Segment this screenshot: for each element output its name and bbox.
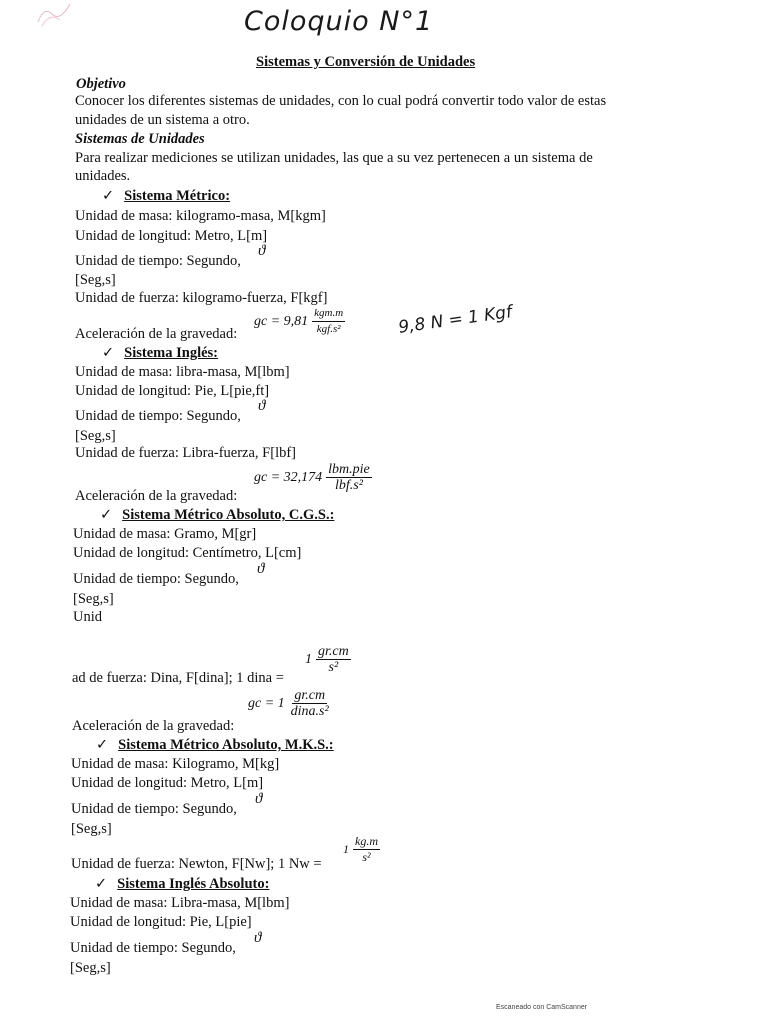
metric-heading: Sistema Métrico: bbox=[124, 188, 231, 204]
objective-line-1: Conocer los diferentes sistemas de unidades, con lo cual podrá convertir todo valor de estas bbox=[75, 93, 607, 109]
metric-force: Unidad de fuerza: kilogramo-fuerza, F[kgf] bbox=[75, 290, 328, 306]
english-abs-length: Unidad de longitud: Pie, L[pie] bbox=[70, 914, 252, 930]
page-title: Sistemas y Conversión de Unidades bbox=[256, 54, 476, 70]
english-gravity-label: Aceleración de la gravedad: bbox=[75, 488, 238, 504]
english-section-heading bbox=[102, 345, 218, 362]
english-heading: Sistema Inglés: bbox=[124, 345, 219, 361]
english-time: Unidad de tiempo: Segundo, bbox=[75, 408, 241, 424]
cgs-section-heading bbox=[100, 507, 334, 524]
nw-denominator: s² bbox=[362, 850, 371, 864]
mks-newton-formula bbox=[343, 834, 380, 865]
scan-smudge bbox=[30, 0, 90, 30]
gc-prefix: gc = 32,174 bbox=[254, 469, 323, 485]
gc-prefix: gc = 1 bbox=[248, 695, 285, 711]
gc-denominator: dina.s² bbox=[290, 704, 329, 719]
cgs-length: Unidad de longitud: Centímetro, L[cm] bbox=[73, 545, 302, 561]
gc-numerator: kgm.m bbox=[312, 306, 345, 322]
cgs-time-unit: [Seg,s] bbox=[73, 591, 114, 607]
english-abs-time: Unidad de tiempo: Segundo, bbox=[70, 940, 236, 956]
english-force: Unidad de fuerza: Libra-fuerza, F[lbf] bbox=[75, 445, 297, 461]
cgs-dina-formula bbox=[305, 644, 351, 675]
scanner-footer: Escaneado con CamScanner bbox=[496, 1004, 588, 1011]
nw-numerator: kg.m bbox=[355, 834, 378, 848]
systems-heading: Sistemas de Unidades bbox=[75, 131, 205, 147]
theta-symbol: ϑ bbox=[257, 561, 265, 577]
theta-symbol: ϑ bbox=[258, 243, 266, 259]
metric-section-heading bbox=[102, 188, 230, 205]
mks-time: Unidad de tiempo: Segundo, bbox=[71, 801, 237, 817]
gc-denominator: lbf.s² bbox=[335, 478, 363, 493]
cgs-time: Unidad de tiempo: Segundo, bbox=[73, 571, 239, 587]
check-icon: ✓ bbox=[102, 345, 115, 361]
cgs-force-part-a: Unid bbox=[73, 609, 102, 625]
mks-heading: Sistema Métrico Absoluto, M.K.S.: bbox=[118, 737, 334, 753]
english-gc-formula bbox=[254, 462, 372, 493]
metric-time-unit: [Seg,s] bbox=[75, 272, 116, 288]
check-icon: ✓ bbox=[96, 737, 109, 753]
systems-line-1: Para realizar mediciones se utilizan unidades, las que a su vez pertenecen a un sistema de bbox=[75, 150, 593, 166]
dina-numerator: gr.cm bbox=[318, 644, 349, 659]
systems-line-2: unidades. bbox=[75, 168, 131, 184]
cgs-mass: Unidad de masa: Gramo, M[gr] bbox=[73, 526, 257, 542]
english-mass: Unidad de masa: libra-masa, M[lbm] bbox=[75, 364, 290, 380]
metric-time: Unidad de tiempo: Segundo, bbox=[75, 253, 241, 269]
mks-length: Unidad de longitud: Metro, L[m] bbox=[71, 775, 264, 791]
english-abs-mass: Unidad de masa: Libra-masa, M[lbm] bbox=[70, 895, 290, 911]
theta-symbol: ϑ bbox=[258, 398, 266, 414]
theta-symbol: ϑ bbox=[255, 791, 263, 807]
check-icon: ✓ bbox=[100, 507, 113, 523]
gc-numerator: gr.cm bbox=[294, 688, 326, 703]
english-abs-section-heading bbox=[95, 876, 269, 893]
gc-denominator: kgf.s² bbox=[316, 323, 341, 335]
mks-time-unit: [Seg,s] bbox=[71, 821, 112, 837]
cgs-gravity-label: Aceleración de la gravedad: bbox=[72, 718, 235, 734]
gc-numerator: lbm.pie bbox=[328, 462, 370, 477]
metric-mass: Unidad de masa: kilogramo-masa, M[kgm] bbox=[75, 208, 326, 224]
theta-symbol: ϑ bbox=[254, 930, 262, 946]
mks-force: Unidad de fuerza: Newton, F[Nw]; 1 Nw = bbox=[71, 856, 322, 872]
check-icon: ✓ bbox=[102, 188, 115, 204]
nw-prefix: 1 bbox=[343, 842, 349, 856]
mks-section-heading bbox=[96, 737, 334, 754]
dina-denominator: s² bbox=[328, 660, 339, 675]
mks-mass: Unidad de masa: Kilogramo, M[kg] bbox=[71, 756, 280, 772]
metric-gc-formula bbox=[254, 306, 345, 337]
cgs-gc-formula bbox=[248, 688, 331, 719]
check-icon: ✓ bbox=[95, 876, 108, 892]
handwritten-note: 9,8 N = 1 Kgf bbox=[397, 302, 514, 338]
english-abs-heading: Sistema Inglés Absoluto: bbox=[117, 876, 270, 892]
english-length: Unidad de longitud: Pie, L[pie,ft] bbox=[75, 383, 270, 399]
metric-gravity-label: Aceleración de la gravedad: bbox=[75, 326, 238, 342]
cgs-force-part-b: ad de fuerza: Dina, F[dina]; 1 dina = bbox=[72, 670, 284, 686]
english-time-unit: [Seg,s] bbox=[75, 428, 116, 444]
gc-prefix: gc = 9,81 bbox=[254, 313, 309, 329]
handwritten-heading: Coloquio N°1 bbox=[244, 6, 434, 37]
objective-line-2: unidades de un sistema a otro. bbox=[75, 112, 250, 128]
dina-prefix: 1 bbox=[305, 651, 312, 667]
objective-heading: Objetivo bbox=[76, 76, 126, 92]
english-abs-time-unit: [Seg,s] bbox=[70, 960, 111, 976]
metric-length: Unidad de longitud: Metro, L[m] bbox=[75, 228, 268, 244]
cgs-heading: Sistema Métrico Absoluto, C.G.S.: bbox=[122, 507, 335, 523]
